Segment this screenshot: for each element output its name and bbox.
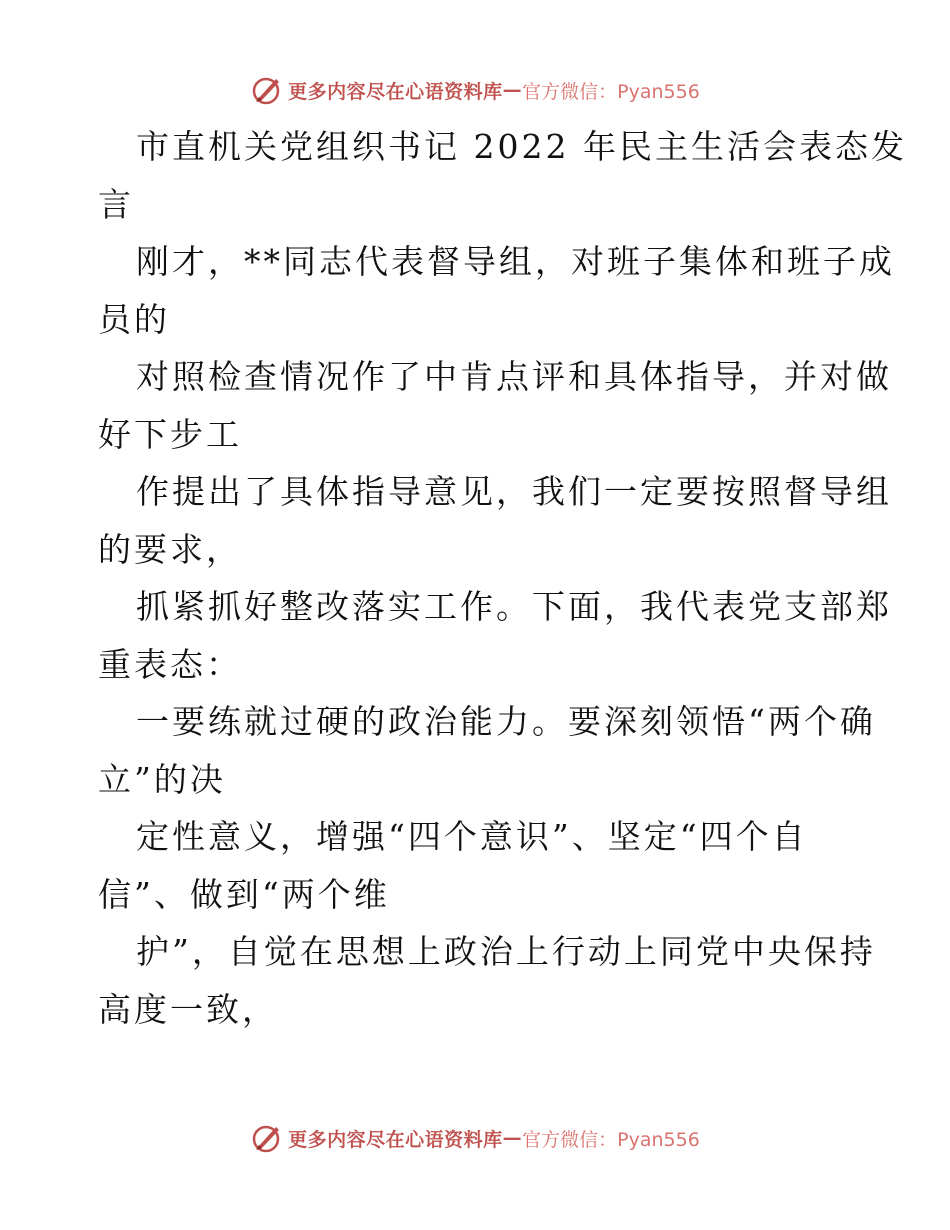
paragraph-line: 好下步工 <box>98 414 242 454</box>
paragraph-line: 刚才，**同志代表督导组，对班子集体和班子成 <box>136 242 895 281</box>
wechat-id-text: 官方微信：Pyan556 <box>522 80 700 103</box>
header-watermark-banner <box>0 70 950 110</box>
paragraph-line: 定性意义，增强“四个意识”、坚定“四个自 <box>136 817 808 856</box>
site-name-text: 更多内容尽在心语资料库 <box>288 1128 503 1151</box>
quill-pen-icon <box>250 1121 284 1155</box>
footer-watermark-banner <box>0 1118 950 1158</box>
paragraph-line: 重表态： <box>98 644 242 684</box>
paragraph-line: 对照检查情况作了中肯点评和具体指导，并对做 <box>136 357 892 396</box>
paragraph-line: 作提出了具体指导意见，我们一定要按照督导组 <box>136 472 892 511</box>
quill-pen-icon <box>250 73 284 107</box>
paragraph-line: 一要练就过硬的政治能力。要深刻领悟“两个确 <box>136 702 876 741</box>
paragraph-line: 抓紧抓好整改落实工作。下面，我代表党支部郑 <box>136 587 892 626</box>
paragraph-line: 信”、做到“两个维 <box>98 874 390 914</box>
document-body <box>98 118 907 1038</box>
paragraph-line: 护”，自觉在思想上政治上行动上同党中央保持 <box>136 932 876 971</box>
paragraph-line: 高度一致， <box>98 989 278 1029</box>
paragraph-line: 员的 <box>98 299 170 339</box>
wechat-id-text: 官方微信：Pyan556 <box>522 1128 700 1151</box>
doc-title-line-1: 市直机关党组织书记 2022 年民主生活会表态发 <box>136 127 907 166</box>
banner-dash: — <box>502 1127 523 1149</box>
site-name-text: 更多内容尽在心语资料库 <box>288 80 503 103</box>
doc-title-line-2: 言 <box>98 184 134 224</box>
banner-dash: — <box>502 79 523 101</box>
paragraph-line: 立”的决 <box>98 759 226 799</box>
paragraph-line: 的要求， <box>98 529 242 569</box>
